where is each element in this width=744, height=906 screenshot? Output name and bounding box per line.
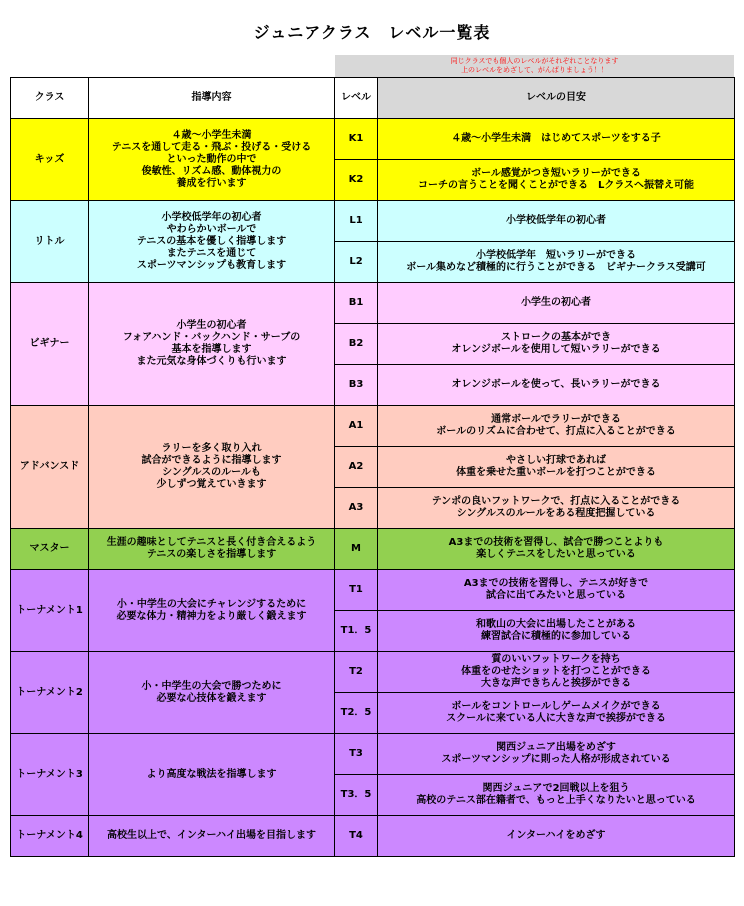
level-goal: 質のいいフットワークを持ち 体重をのせたショットを打つことができる 大きな声できちんと挨拶ができる bbox=[378, 652, 735, 693]
level-code: L2 bbox=[335, 242, 378, 283]
level-goal: 和歌山の大会に出場したことがある 練習試合に積極的に参加している bbox=[378, 611, 735, 652]
level-code: A2 bbox=[335, 447, 378, 488]
table-row bbox=[11, 119, 735, 160]
table-row bbox=[11, 570, 735, 611]
header-content: 指導内容 bbox=[89, 78, 335, 119]
class-content: ４歳～小学生未満 テニスを通して走る・飛ぶ・投げる・受ける といった動作の中で 俊敏性、リズム感、動体視力の 養成を行います bbox=[89, 119, 335, 201]
class-name: ビギナー bbox=[11, 283, 89, 406]
level-code: B1 bbox=[335, 283, 378, 324]
class-content: 生涯の趣味としてテニスと長く付き合えるよう テニスの楽しさを指導します bbox=[89, 529, 335, 570]
level-goal: ボール感覚がつき短いラリーができる コーチの言うことを聞くことができる Lクラスへ振替え可能 bbox=[378, 160, 735, 201]
level-goal: テンポの良いフットワークで、打点に入ることができる シングルスのルールをある程度把握している bbox=[378, 488, 735, 529]
level-goal: オレンジボールを使って、長いラリーができる bbox=[378, 365, 735, 406]
class-content: より高度な戦法を指導します bbox=[89, 734, 335, 816]
level-code: T2 bbox=[335, 652, 378, 693]
header-class: クラス bbox=[11, 78, 89, 119]
class-content: ラリーを多く取り入れ 試合ができるように指導します シングルスのルールも 少しずつ覚えていきます bbox=[89, 406, 335, 529]
class-name: マスター bbox=[11, 529, 89, 570]
class-name: トーナメント2 bbox=[11, 652, 89, 734]
table-header-row bbox=[11, 78, 735, 119]
level-code: T3．5 bbox=[335, 775, 378, 816]
class-name: トーナメント4 bbox=[11, 816, 89, 857]
level-goal: 関西ジュニアで2回戦以上を狙う 高校のテニス部在籍者で、もっと上手くなりたいと思っている bbox=[378, 775, 735, 816]
level-goal: ４歳～小学生未満 はじめてスポーツをする子 bbox=[378, 119, 735, 160]
level-note: 同じクラスでも個人のレベルがそれぞれことなります 上のレベルをめざして、がんばりましょう！！ bbox=[335, 55, 734, 77]
class-content: 小学生の初心者 フォアハンド・バックハンド・サーブの 基本を指導します また元気な身体づくりも行います bbox=[89, 283, 335, 406]
level-code: T4 bbox=[335, 816, 378, 857]
table-row bbox=[11, 652, 735, 693]
level-goal: 小学生の初心者 bbox=[378, 283, 735, 324]
class-content: 小学校低学年の初心者 やわらかいボールで テニスの基本を優しく指導します またテニスを通じて スポーツマンシップも教育します bbox=[89, 201, 335, 283]
level-goal: インターハイをめざす bbox=[378, 816, 735, 857]
table-row bbox=[11, 734, 735, 775]
level-code: T1 bbox=[335, 570, 378, 611]
level-table bbox=[10, 77, 735, 857]
level-code: T3 bbox=[335, 734, 378, 775]
level-goal: ストロークの基本ができ オレンジボールを使用して短いラリーができる bbox=[378, 324, 735, 365]
level-goal: 通常ボールでラリーができる ボールのリズムに合わせて、打点に入ることができる bbox=[378, 406, 735, 447]
level-goal: やさしい打球であれば 体重を乗せた重いボールを打つことができる bbox=[378, 447, 735, 488]
class-name: キッズ bbox=[11, 119, 89, 201]
level-code: A3 bbox=[335, 488, 378, 529]
class-content: 小・中学生の大会にチャレンジするために 必要な体力・精神力をより厳しく鍛えます bbox=[89, 570, 335, 652]
table-row bbox=[11, 529, 735, 570]
table-row bbox=[11, 816, 735, 857]
level-code: B2 bbox=[335, 324, 378, 365]
level-code: M bbox=[335, 529, 378, 570]
table-row bbox=[11, 283, 735, 324]
table-row bbox=[11, 201, 735, 242]
level-goal: 小学校低学年の初心者 bbox=[378, 201, 735, 242]
class-name: リトル bbox=[11, 201, 89, 283]
level-goal: ボールをコントロールしゲームメイクができる スクールに来ている人に大きな声で挨拶ができる bbox=[378, 693, 735, 734]
level-code: K1 bbox=[335, 119, 378, 160]
header-goal: レベルの目安 bbox=[378, 78, 735, 119]
table-row bbox=[11, 406, 735, 447]
level-code: L1 bbox=[335, 201, 378, 242]
level-goal: 関西ジュニア出場をめざす スポーツマンシップに則った人格が形成されている bbox=[378, 734, 735, 775]
level-code: K2 bbox=[335, 160, 378, 201]
level-code: B3 bbox=[335, 365, 378, 406]
class-name: トーナメント1 bbox=[11, 570, 89, 652]
class-name: アドバンスド bbox=[11, 406, 89, 529]
level-goal: 小学校低学年 短いラリーができる ボール集めなど積極的に行うことができる ビギナークラス受講可 bbox=[378, 242, 735, 283]
level-goal: A3までの技術を習得し、試合で勝つことよりも 楽しくテニスをしたいと思っている bbox=[378, 529, 735, 570]
level-code: A1 bbox=[335, 406, 378, 447]
page-title: ジュニアクラス レベル一覧表 bbox=[253, 23, 491, 42]
level-code: T1．5 bbox=[335, 611, 378, 652]
level-goal: A3までの技術を習得し、テニスが好きで 試合に出てみたいと思っている bbox=[378, 570, 735, 611]
class-content: 小・中学生の大会で勝つために 必要な心技体を鍛えます bbox=[89, 652, 335, 734]
class-content: 高校生以上で、インターハイ出場を目指します bbox=[89, 816, 335, 857]
level-code: T2．5 bbox=[335, 693, 378, 734]
class-name: トーナメント3 bbox=[11, 734, 89, 816]
header-level: レベル bbox=[335, 78, 378, 119]
